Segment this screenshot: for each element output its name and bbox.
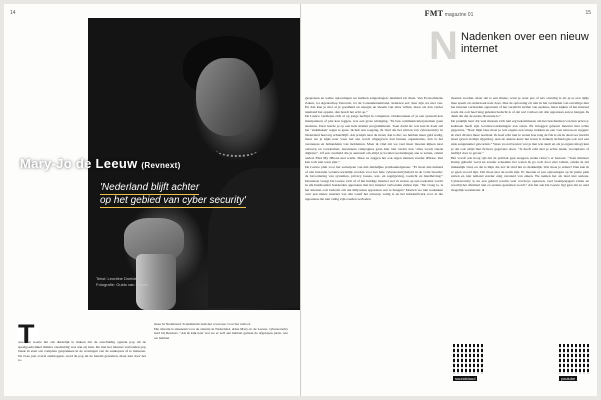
article-title: Nadenken over een nieuw internet: [461, 31, 589, 55]
magazine-suffix: magazine 01: [444, 12, 474, 18]
decorative-letter: N: [429, 24, 458, 68]
quote-line-2: op het gebied van cyber security': [100, 195, 246, 206]
soundcloud-label: soundcloud: [455, 376, 476, 381]
organization: (Revnext): [141, 161, 181, 170]
article-column-1: wee jaar kostte het om duidelijk te maken dat de onschuldig ogende pop uit de speelgoedwinkel minder onschuldig was dan zij leek. De met het internet verbonden pop bleek in staat om complete gesprekken in de woningen van de aankopers af te luisteren. Na twee jaar overal aankloppen, werd de pop uit de handel genomen, maar niet door het ro-: [18, 340, 146, 363]
quote-line-1: 'Nederland blijft achter: [100, 182, 200, 193]
page-number: 14: [10, 10, 16, 16]
pull-quote: [100, 181, 296, 207]
interviewee-name: [20, 156, 290, 171]
magazine-header: [301, 9, 597, 18]
name-text: Mary-Jo de Leeuw: [20, 156, 138, 171]
left-page: [4, 4, 300, 396]
qr-code-youtube[interactable]: [559, 344, 589, 374]
qr-code-soundcloud[interactable]: [453, 344, 483, 374]
magazine-prefix: FMT: [424, 9, 444, 18]
right-page: [301, 4, 597, 396]
article-column-4: moeten worden, maar dat is een illusie, want je weet pas of iets onveilig is als je er een tijdje mee speelt en onderzoek naar doet. Dus de oplossing zit niet in het verbieden van onveilige met het internet verbonden apparaten of het verplicht stellen van updates, maar kijken of het internet zoals dat ooit heel lang geleden bedacht is of dat wel voldoet om alle apparaten aan te hangen. Ik denk dat dat de eerste discussie is.” De praktijk leert dat veel mensen zich niet erg bekommeren om het beschermen van hun privacy. Iedereen heeft zijn locatievoorzieningen aan staan. En inloggen gebeurt meestal met echte gegevens. “Naar mijn idee moet je wel ergens een streep trekken en een vast niveau en zeggen: ik vind dit niet meer normaal. Ik hoef echt niet te weten hoe lang de file is als ik daarvoor inzicht moet geven in mijn rijgedrag. Aan de andere kant: het leven is dankzij technologie ook wel een stuk aangenamer geworden.” Wees vooral bewust wat je met wie deelt en als je ergens inlogt kun je dat ook altijd met fictieve gegevens doen. “Je hoeft echt niet je echte naam, woonplaats of leeftijd door te geven.” Het wordt ook hoog tijd dat de politiek gaat snappen welke risico’s er bestaan. “Toen minister Kamp gehackt werd en zonder schaamte het weten ik ga toch door met Gmail, omdat ik dat makkelijk vind, en dat is mijn dat zei: ik vind het zo makkelijk. Wat moet je ermee? Dan kan ik er geen woord zijn. Dat moet niet de norm zijn. Er moeten er pas oplossingen op de juiste plek zetten en niet iemand zonder enig verstand van zaken. We nemen het als land niet serieus. Cybersecurity is nu een gebied waarin veel cowboys opereren, veel beantjesjagers zitten en waarbij het allemaal niet zo serieus genomen wordt.” Als het aan De Leeuw ligt gaat dat zo snel mogelijk veranderen. ●: [451, 96, 589, 192]
article-column-3: gesproken en welke oplossingen we hebben aangedragen: niemand zat thuis. Van Economische Zaken, tot Agentschap Telecom, tot de Consumentenbond. Iedereen zei: daar zijn we niet van. En dan kun je met al je goedheid en energie en ideeën van alles willen, maar als dan verder niemand het oppakt, dan houdt het echt op.” De Leeuw verdiepte zich al op jonge leeftijd in computers. Onderzoeken of je een systeem kon manipuleren of plat kon leggen, was een grote uitdaging. “Ik ben communicatiesystemen gaan studeren. Daar leerde je op een hele manier programmeren. Toen dacht ik: wat kan ik doen om het ‘stukmaken’ tegen te gaan. Ik heb een toegang. Ik vind dat het niveau van cybersecurity in Nederland heel erg achterblijft. Als je kijkt naar de trend, dan is die: we hebben meer geld nodig, maar als je kijkt naar waar het aan wordt uitgegeven dan binnen organisaties, dan is het awareness en behandelen van incidenten. Maar ik vind dat we veel meer moeten kijken naar ontwerp en voorkomen. Awareness campagnes gaan hier niet verder dan ‘alles wordt steeds digitaler’. Of een overheid die je aanraadt om altijd je locatievoorzieningen aan te zetten, omdat anders Find My iPhone niet werkt. Maar ze zeggen het ook tegen mensen zonder iPhone. Dat kan toch niet waar zijn.” De Leeuw pleit voor het aanwijzen van één duidelijke probleemeigenaar. “Er moet één iemand of één instantie verantwoordelijk worden voor het hele cybersecuritybeleid in de volle breedte: de bevordering van systemen, privacy issues, wet- en regelgeving, toezicht en handhaving.” Daarnaast vraagt De Leeuw zich af of het huidige internet wel in wezen op een toekomst wacht in elk huishouden honderden apparaten met het internet verbonden zullen zijn. “De vraag is, is het internet ooit bedacht om dat miljoenen apparaten aan te hangen? Moeten we niet nadenken over een nieuw internet wat dan vanaf het ontwerp veilig is en het initiatiefwerk voor al die apparaten die niet veilig zijn zouden verboden: [305, 96, 443, 202]
photo-credit: Tekst: Leontine Doelder Fotografie: Guido van Nispen: [96, 276, 149, 287]
article-column-2: moer in Nederland. Scandinavië nam het voortouw voor het verbod. Die situatie is tekenend voor de situatie in Nederland, aldus Mary-Jo de Leeuw, cybersecurity lead bij Revnext. “Als ik kijk naar wat we er zelf aan hebben gedaan de afgelopen jaren, wie we hebben: [154, 322, 288, 340]
drop-cap: T: [18, 322, 38, 346]
page-number: 15: [585, 10, 591, 16]
youtube-label: youtube: [561, 376, 576, 381]
